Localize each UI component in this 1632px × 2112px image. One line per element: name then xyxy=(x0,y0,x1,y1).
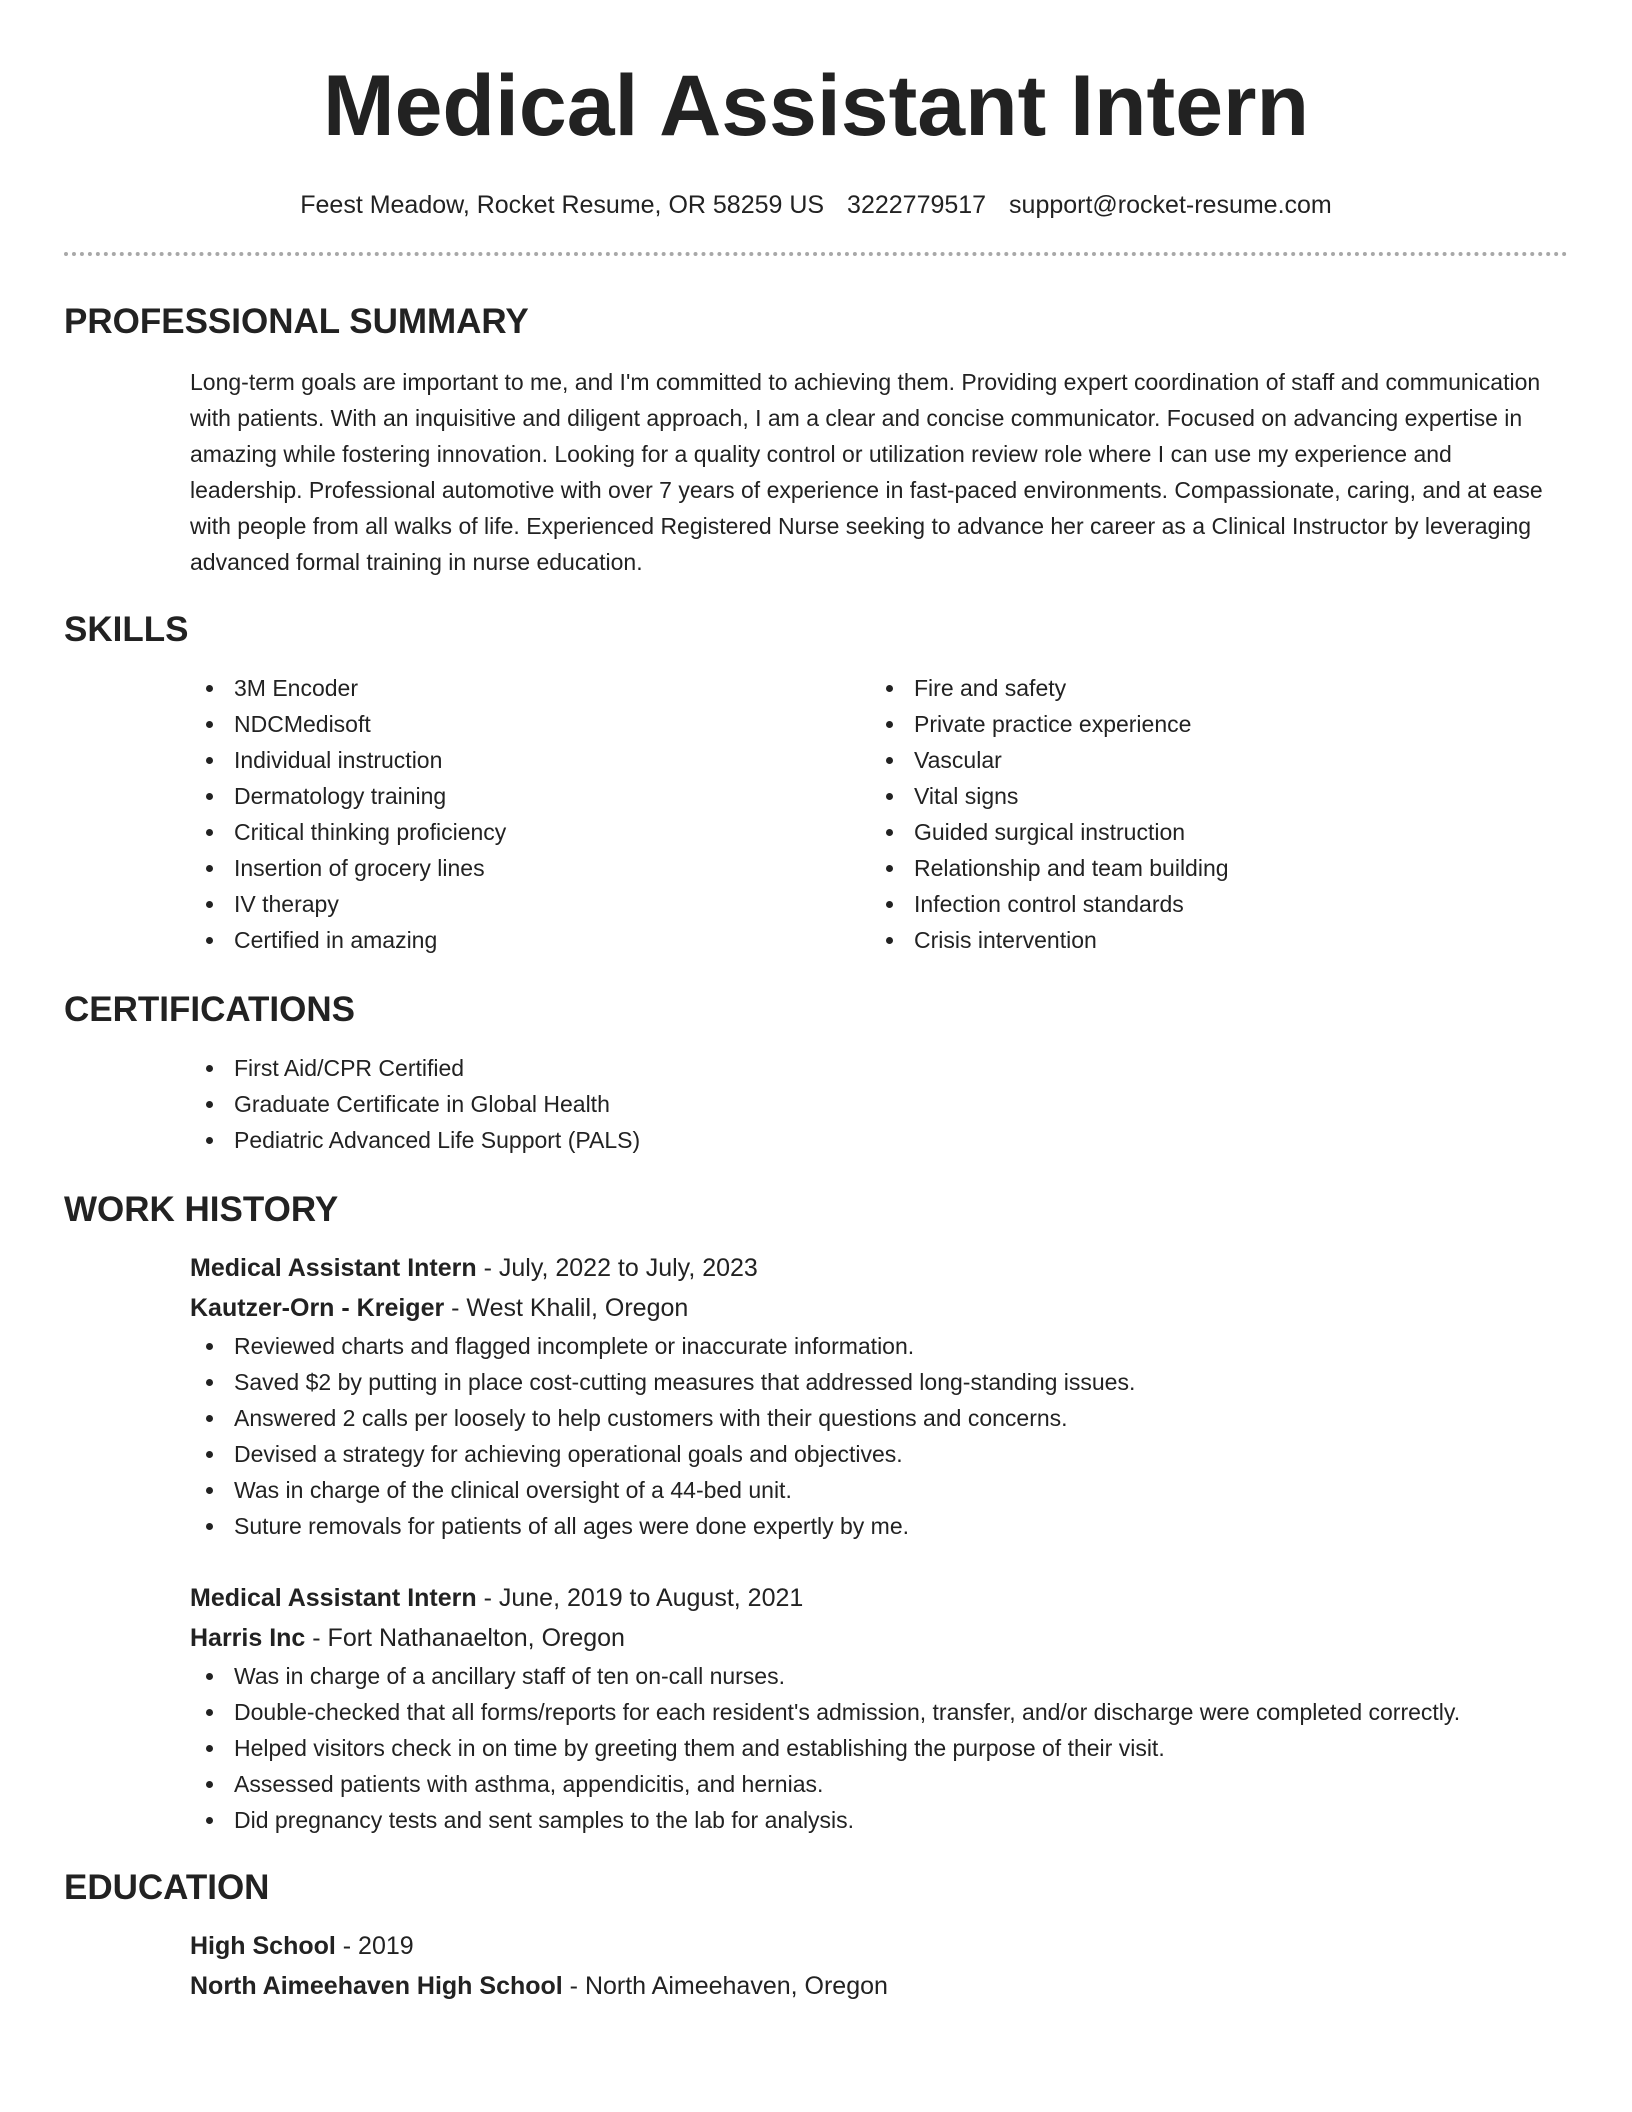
certifications-list xyxy=(190,1050,1568,1158)
section-title-education: EDUCATION xyxy=(64,1868,270,1907)
job-company-line xyxy=(190,1288,1568,1328)
list-item: Was in charge of a ancillary staff of ten on-call nurses. xyxy=(190,1658,1568,1694)
list-item: Individual instruction xyxy=(190,742,870,778)
list-item: Relationship and team building xyxy=(870,850,1550,886)
skills-grid xyxy=(190,670,1568,958)
list-item: Reviewed charts and flagged incomplete or inaccurate information. xyxy=(190,1328,1568,1364)
job-role: Medical Assistant Intern xyxy=(190,1254,477,1282)
list-item: Helped visitors check in on time by greeting them and establishing the purpose of their visit. xyxy=(190,1730,1568,1766)
list-item: Insertion of grocery lines xyxy=(190,850,870,886)
list-item: Assessed patients with asthma, appendicitis, and hernias. xyxy=(190,1766,1568,1802)
job-entry xyxy=(190,1248,1568,1544)
list-item: Infection control standards xyxy=(870,886,1550,922)
contact-phone: 3222779517 xyxy=(847,191,987,219)
list-item: Certified in amazing xyxy=(190,922,870,958)
education-degree: High School xyxy=(190,1932,336,1960)
list-item: Crisis intervention xyxy=(870,922,1550,958)
contact-address: Feest Meadow, Rocket Resume, OR 58259 US xyxy=(300,191,825,219)
job-location: - West Khalil, Oregon xyxy=(444,1294,689,1322)
list-item: Fire and safety xyxy=(870,670,1550,706)
list-item: Did pregnancy tests and sent samples to the lab for analysis. xyxy=(190,1802,1568,1838)
list-item: Devised a strategy for achieving operational goals and objectives. xyxy=(190,1436,1568,1472)
job-location: - Fort Nathanaelton, Oregon xyxy=(305,1624,625,1652)
section-title-certifications: CERTIFICATIONS xyxy=(64,990,356,1029)
education-school-line xyxy=(190,1966,1568,2006)
list-item: Saved $2 by putting in place cost-cutting measures that addressed long-standing issues. xyxy=(190,1364,1568,1400)
list-item: Vascular xyxy=(870,742,1550,778)
education-entry xyxy=(190,1926,1568,2006)
skills-list-right xyxy=(870,670,1550,958)
job-role: Medical Assistant Intern xyxy=(190,1584,477,1612)
list-item: First Aid/CPR Certified xyxy=(190,1050,1568,1086)
job-company: Harris Inc xyxy=(190,1624,306,1652)
list-item: Answered 2 calls per loosely to help customers with their questions and concerns. xyxy=(190,1400,1568,1436)
job-dates: - June, 2019 to August, 2021 xyxy=(476,1584,804,1612)
list-item: Suture removals for patients of all ages were done expertly by me. xyxy=(190,1508,1568,1544)
summary-text: Long-term goals are important to me, and I'm committed to achieving them. Providing expert coordination of staff and communication with patients. With an inquisitive and diligent approach, I am a clear and concise communicator. Focused on advancing expertise in amazing while fostering innovation. Looking for a quality control or utilization review role where I can use my experience and leadership. Professional automotive with over 7 years of experience in fast-paced environments. Compassionate, caring, and at ease with people from all walks of life. Experienced Registered Nurse seeking to advance her career as a Clinical Instructor by leveraging advanced formal training in nurse education. xyxy=(190,369,1543,575)
job-dates: - July, 2022 to July, 2023 xyxy=(476,1254,758,1282)
list-item: Double-checked that all forms/reports for each resident's admission, transfer, and/or discharge were completed correctly. xyxy=(190,1694,1568,1730)
skills-column-left xyxy=(190,670,870,958)
job-role-line xyxy=(190,1248,1568,1288)
list-item: Vital signs xyxy=(870,778,1550,814)
section-title-work-history: WORK HISTORY xyxy=(64,1190,339,1229)
list-item: NDCMedisoft xyxy=(190,706,870,742)
job-duties-list xyxy=(190,1328,1568,1544)
header-divider xyxy=(64,252,1568,256)
job-role-line xyxy=(190,1578,1568,1618)
education-school: North Aimeehaven High School xyxy=(190,1972,563,2000)
job-company: Kautzer-Orn - Kreiger xyxy=(190,1294,445,1322)
skills-column-right xyxy=(870,670,1550,958)
contact-email: support@rocket-resume.com xyxy=(1009,191,1332,219)
list-item: 3M Encoder xyxy=(190,670,870,706)
job-company-line xyxy=(190,1618,1568,1658)
page-title: Medical Assistant Intern xyxy=(322,58,1310,154)
education-year: - 2019 xyxy=(335,1932,414,1960)
contact-line xyxy=(64,188,1568,222)
section-title-skills: SKILLS xyxy=(64,610,189,649)
skills-list-left xyxy=(190,670,870,958)
section-title-summary: PROFESSIONAL SUMMARY xyxy=(64,302,529,341)
education-location: - North Aimeehaven, Oregon xyxy=(562,1972,888,2000)
job-duties-list xyxy=(190,1658,1568,1838)
list-item: Private practice experience xyxy=(870,706,1550,742)
list-item: Guided surgical instruction xyxy=(870,814,1550,850)
list-item: Dermatology training xyxy=(190,778,870,814)
list-item: Pediatric Advanced Life Support (PALS) xyxy=(190,1122,1568,1158)
education-degree-line xyxy=(190,1926,1568,1966)
list-item: IV therapy xyxy=(190,886,870,922)
list-item: Graduate Certificate in Global Health xyxy=(190,1086,1568,1122)
list-item: Critical thinking proficiency xyxy=(190,814,870,850)
job-entry xyxy=(190,1578,1568,1838)
list-item: Was in charge of the clinical oversight of a 44-bed unit. xyxy=(190,1472,1568,1508)
